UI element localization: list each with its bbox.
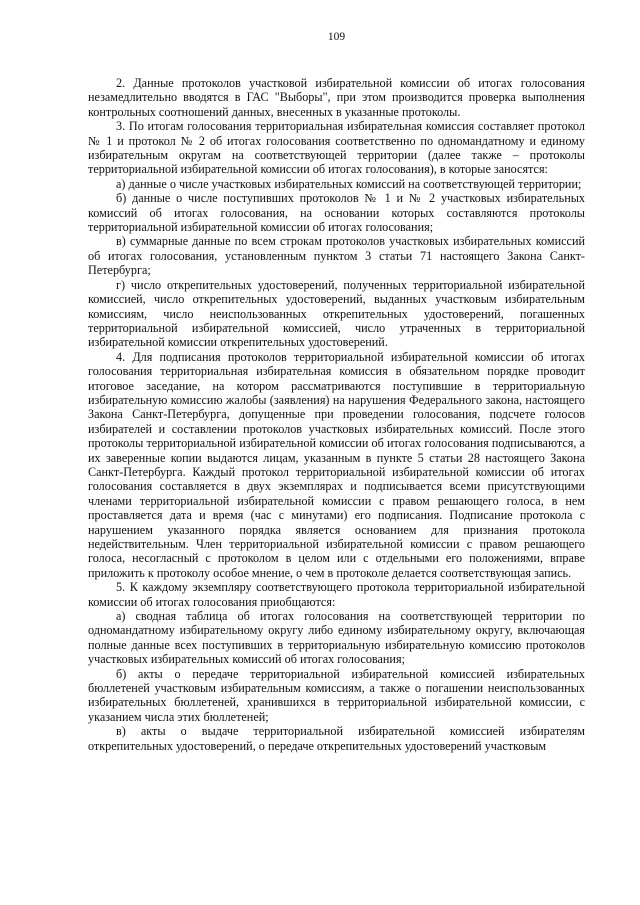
paragraph-5-item-b: б) акты о передаче территориальной избирательной комиссией избирательных бюллетеней участковым избирательным комиссиям, а также о погашении неиспользованных избирательных бюллетеней, хранившихся в территориальной избирательной комиссии, с указанием числа этих бюллетеней;	[88, 666, 585, 724]
document-body	[88, 76, 585, 753]
paragraph-3-item-b: б) данные о числе поступивших протоколов № 1 и № 2 участковых избирательных комиссий об итогах голосования, на основании которых составляются протоколы территориальной избирательной комиссии об итогах голосования;	[88, 191, 585, 235]
paragraph-5-item-a: а) сводная таблица об итогах голосования на соответствующей территории по одномандатному избирательному округу либо единому избирательному округу, включающая полные данные всех поступивших в территориальную избирательную комиссию протоколов участковых избирательных комиссий об итогах голосования;	[88, 609, 585, 667]
paragraph-2: 2. Данные протоколов участковой избирательной комиссии об итогах голосования незамедлительно вводятся в ГАС "Выборы", при этом производится проверка выполнения контрольных соотношений данных, внесенных в указанные протоколы.	[88, 76, 585, 119]
paragraph-3-item-g: г) число открепительных удостоверений, полученных территориальной избирательной комиссией, число открепительных удостоверений, выданных участковым избирательным комиссиям, число неиспользованных открепительных удостоверений, погашенных территориальной избирательной комиссией, число утраченных в территориальной избирательной комиссии открепительных удостоверений.	[88, 277, 585, 350]
paragraph-5-item-v: в) акты о выдаче территориальной избирательной комиссией избирателям открепительных удостоверений, о передаче открепительных удостоверений участковым	[88, 724, 585, 753]
page-number: 109	[327, 31, 346, 43]
paragraph-3-item-v: в) суммарные данные по всем строкам протоколов участковых избирательных комиссий об итогах голосования, установленным пунктом 3 статьи 71 настоящего Закона Санкт-Петербурга;	[88, 234, 585, 278]
paragraph-5: 5. К каждому экземпляру соответствующего протокола территориальной избирательной комиссии об итогах голосования приобщаются:	[88, 580, 585, 609]
document-page	[88, 0, 585, 905]
paragraph-4: 4. Для подписания протоколов территориальной избирательной комиссии об итогах голосования территориальная избирательная комиссия в обязательном порядке проводит итоговое заседание, на котором рассматриваются поступившие в территориальную избирательную комиссию жалобы (заявления) на нарушения Федерального закона, настоящего Закона Санкт-Петербурга, допущенные при проведении голосования, подсчете голосов избирателей и составлении протоколов участковых избирательных комиссий. После этого протоколы территориальной избирательной комиссии об итогах голосования подписываются, а их заверенные копии выдаются лицам, указанным в пункте 5 статьи 28 настоящего Закона Санкт-Петербурга. Каждый протокол территориальной избирательной комиссии об итогах голосования составляется в двух экземплярах и подписывается всеми присутствующими членами территориальной избирательной комиссии с правом решающего голоса, в нем проставляется дата и время (час с минутами) его подписания. Подписание протокола с нарушением указанного порядка является основанием для признания протокола недействительным. Член территориальной избирательной комиссии с правом решающего голоса, несогласный с протоколом в целом или с отдельными его положениями, вправе приложить к протоколу особое мнение, о чем в протоколе делается соответствующая запись.	[88, 349, 585, 580]
paragraph-3-item-a: а) данные о числе участковых избирательных комиссий на соответствующей территории;	[116, 176, 582, 191]
paragraph-3: 3. По итогам голосования территориальная избирательная комиссия составляет протокол № 1 и протокол № 2 об итогах голосования соответственно по одномандатному и единому избирательным округам на соответствующей территории (далее также – протоколы территориальной избирательной комиссии об итогах голосования), в которые заносятся:	[88, 119, 585, 177]
